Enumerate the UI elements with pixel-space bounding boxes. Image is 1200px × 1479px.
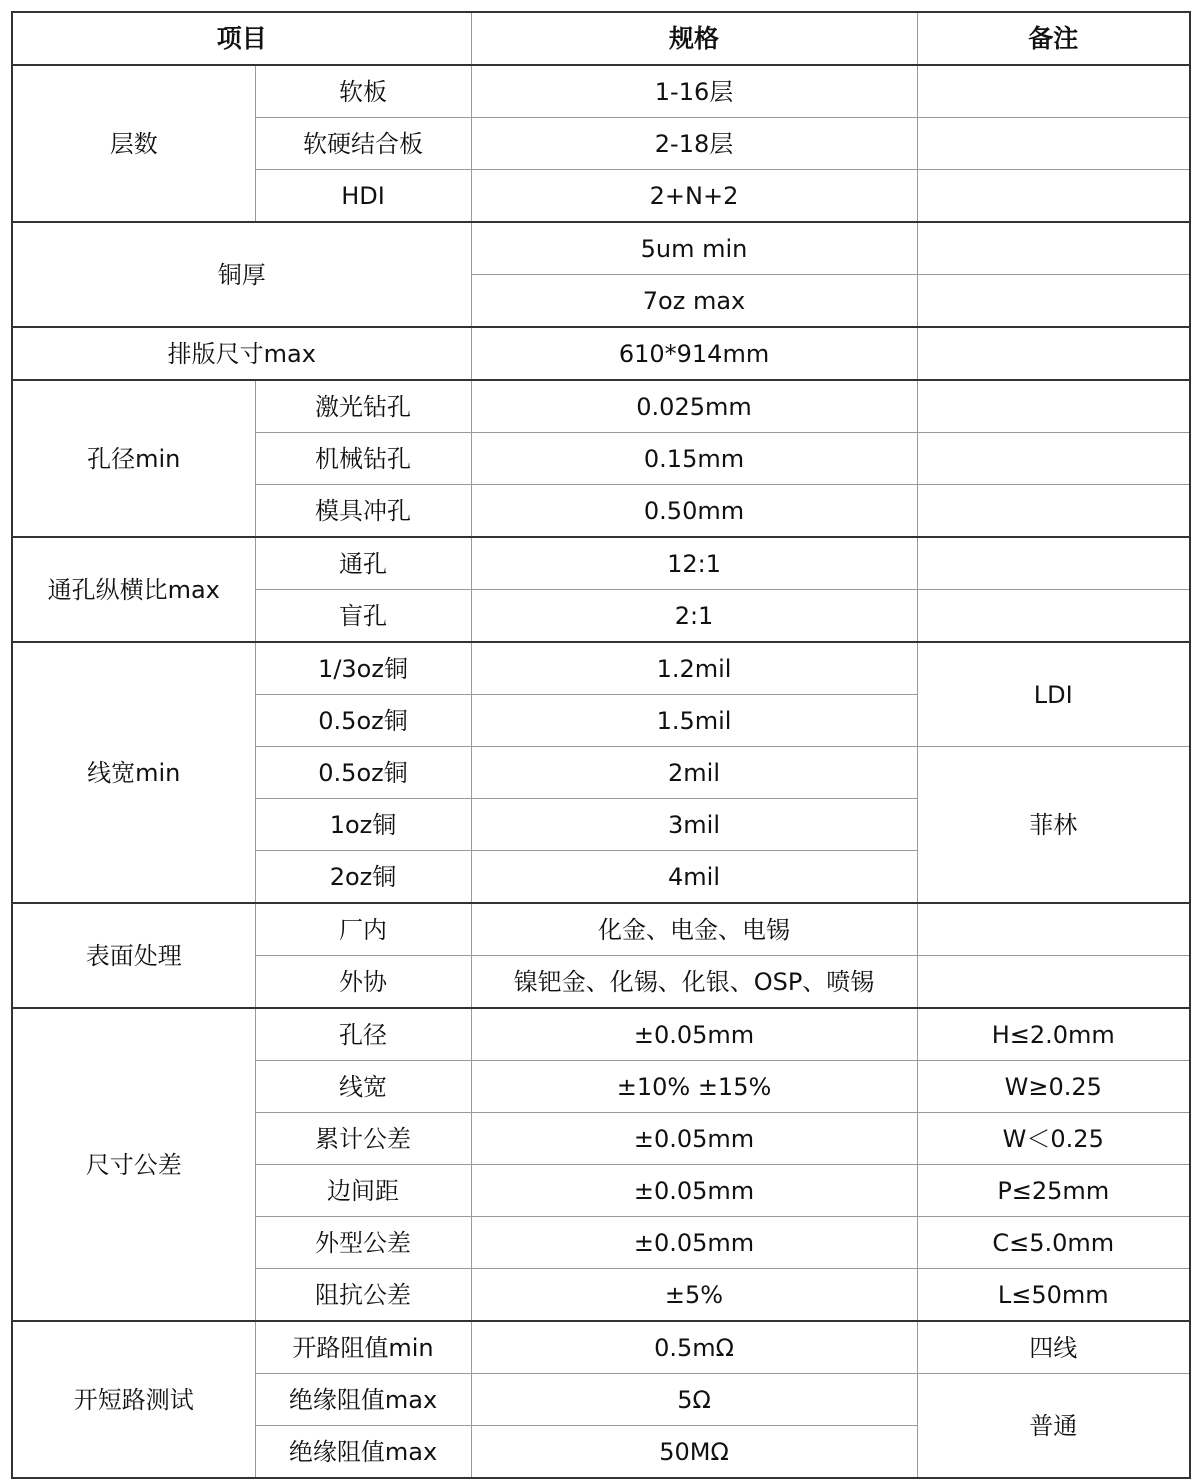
header-spec: 规格 <box>471 12 917 65</box>
table-row <box>12 1321 1190 1374</box>
group-label-copper: 铜厚 <box>12 222 471 327</box>
sub-item: 绝缘阻值max <box>255 1374 471 1426</box>
note-value <box>917 485 1190 538</box>
note-value: C≤5.0mm <box>917 1217 1190 1269</box>
sub-item: 阻抗公差 <box>255 1269 471 1322</box>
group-label-test: 开短路测试 <box>12 1321 255 1478</box>
note-value: L≤50mm <box>917 1269 1190 1322</box>
table-row <box>12 642 1190 695</box>
sub-item: 厂内 <box>255 903 471 956</box>
group-label-linewidth: 线宽min <box>12 642 255 903</box>
spec-table <box>11 11 1191 1479</box>
table-row <box>12 222 1190 275</box>
sub-item: 外协 <box>255 956 471 1009</box>
table-row <box>12 903 1190 956</box>
spec-value: 2mil <box>471 747 917 799</box>
sub-item: 绝缘阻值max <box>255 1426 471 1479</box>
spec-value: 2-18层 <box>471 118 917 170</box>
note-value: H≤2.0mm <box>917 1008 1190 1061</box>
spec-value: 1-16层 <box>471 65 917 118</box>
group-label-surface: 表面处理 <box>12 903 255 1008</box>
note-value: W＜0.25 <box>917 1113 1190 1165</box>
note-value <box>917 956 1190 1009</box>
spec-value: 0.15mm <box>471 433 917 485</box>
note-value <box>917 170 1190 223</box>
spec-value: 0.025mm <box>471 380 917 433</box>
sub-item: 0.5oz铜 <box>255 695 471 747</box>
sub-item: 孔径 <box>255 1008 471 1061</box>
spec-value: 化金、电金、电锡 <box>471 903 917 956</box>
note-value: P≤25mm <box>917 1165 1190 1217</box>
header-note: 备注 <box>917 12 1190 65</box>
sub-item: 开路阻值min <box>255 1321 471 1374</box>
spec-value: ±10% ±15% <box>471 1061 917 1113</box>
sub-item: 通孔 <box>255 537 471 590</box>
sub-item: 2oz铜 <box>255 851 471 904</box>
spec-value: ±0.05mm <box>471 1217 917 1269</box>
note-normal: 普通 <box>917 1374 1190 1479</box>
spec-value: 12:1 <box>471 537 917 590</box>
spec-value: 5Ω <box>471 1374 917 1426</box>
sub-item: 边间距 <box>255 1165 471 1217</box>
sub-item: 外型公差 <box>255 1217 471 1269</box>
note-value <box>917 327 1190 380</box>
sub-item: 1/3oz铜 <box>255 642 471 695</box>
spec-value: 1.2mil <box>471 642 917 695</box>
header-row <box>12 12 1190 65</box>
spec-value: 2:1 <box>471 590 917 643</box>
sub-item: 机械钻孔 <box>255 433 471 485</box>
group-label-layers: 层数 <box>12 65 255 222</box>
table-row <box>12 65 1190 118</box>
group-label-panel: 排版尺寸max <box>12 327 471 380</box>
table-row <box>12 537 1190 590</box>
group-label-aspect: 通孔纵横比max <box>12 537 255 642</box>
spec-value: 3mil <box>471 799 917 851</box>
table-row <box>12 327 1190 380</box>
sub-item: 累计公差 <box>255 1113 471 1165</box>
table-row <box>12 1008 1190 1061</box>
sub-item: 激光钻孔 <box>255 380 471 433</box>
note-value: W≥0.25 <box>917 1061 1190 1113</box>
sub-item: 盲孔 <box>255 590 471 643</box>
sub-item: 软硬结合板 <box>255 118 471 170</box>
note-film: 菲林 <box>917 747 1190 904</box>
sub-item: 0.5oz铜 <box>255 747 471 799</box>
note-value <box>917 380 1190 433</box>
spec-value: ±5% <box>471 1269 917 1322</box>
group-label-hole: 孔径min <box>12 380 255 537</box>
table-row <box>12 380 1190 433</box>
header-item: 项目 <box>12 12 471 65</box>
spec-value: ±0.05mm <box>471 1008 917 1061</box>
note-value <box>917 590 1190 643</box>
spec-value: 50MΩ <box>471 1426 917 1479</box>
group-label-tolerance: 尺寸公差 <box>12 1008 255 1321</box>
sub-item: HDI <box>255 170 471 223</box>
sub-item: 1oz铜 <box>255 799 471 851</box>
sub-item: 软板 <box>255 65 471 118</box>
spec-value: 2+N+2 <box>471 170 917 223</box>
sub-item: 模具冲孔 <box>255 485 471 538</box>
spec-value: 5um min <box>471 222 917 275</box>
note-value <box>917 118 1190 170</box>
spec-value: ±0.05mm <box>471 1165 917 1217</box>
spec-value: 4mil <box>471 851 917 904</box>
spec-value: 0.5mΩ <box>471 1321 917 1374</box>
note-value <box>917 222 1190 275</box>
sub-item: 线宽 <box>255 1061 471 1113</box>
note-value <box>917 433 1190 485</box>
spec-value: 镍钯金、化锡、化银、OSP、喷锡 <box>471 956 917 1009</box>
spec-value: ±0.05mm <box>471 1113 917 1165</box>
spec-value: 610*914mm <box>471 327 917 380</box>
note-value <box>917 537 1190 590</box>
note-ldi: LDI <box>917 642 1190 747</box>
note-four-wire: 四线 <box>917 1321 1190 1374</box>
note-value <box>917 903 1190 956</box>
spec-value: 0.50mm <box>471 485 917 538</box>
spec-value: 1.5mil <box>471 695 917 747</box>
spec-value: 7oz max <box>471 275 917 328</box>
note-value <box>917 65 1190 118</box>
note-value <box>917 275 1190 328</box>
